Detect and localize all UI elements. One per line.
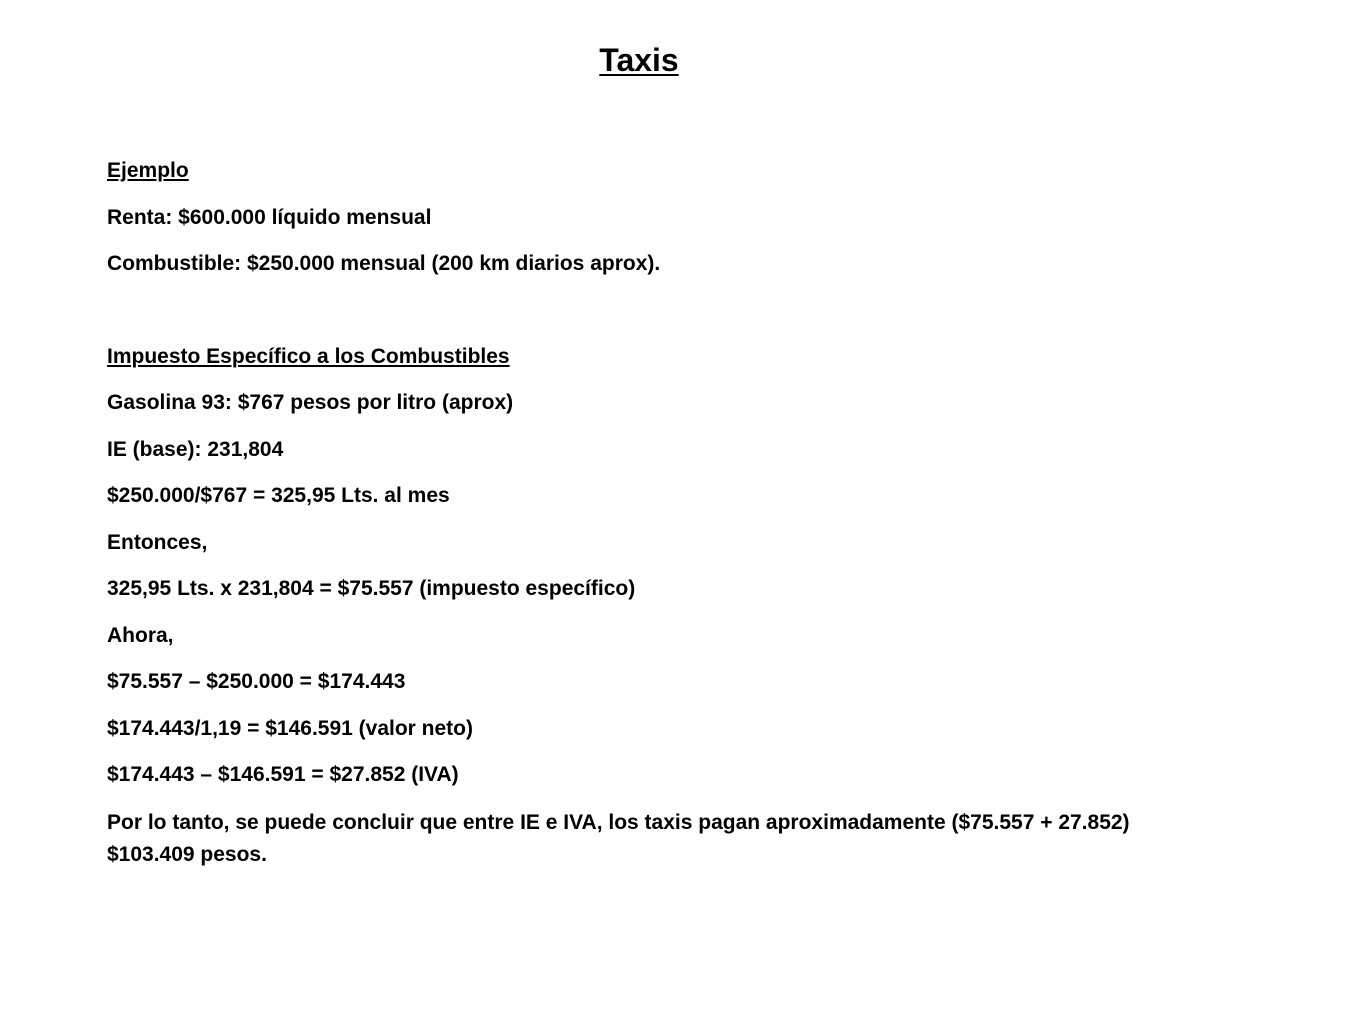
tax-heading-text: Impuesto Específico a los Combustibles — [107, 344, 510, 368]
page-title: Taxis — [599, 42, 679, 78]
document-body — [107, 156, 1187, 887]
example-heading — [107, 156, 1187, 186]
tax-line-net-value: $174.443/1,19 = $146.591 (valor neto) — [107, 716, 473, 740]
tax-line-entonces: Entonces, — [107, 530, 208, 554]
tax-line-iva: $174.443 – $146.591 = $27.852 (IVA) — [107, 763, 459, 786]
tax-line-ie-base: IE (base): 231,804 — [107, 437, 284, 461]
tax-heading — [107, 342, 1187, 372]
tax-line-ahora: Ahora, — [107, 623, 174, 647]
tax-line-difference: $75.557 – $250.000 = $174.443 — [107, 670, 406, 693]
tax-line-liters: $250.000/$767 = 325,95 Lts. al mes — [107, 484, 450, 507]
tax-line-gasoline-price: Gasolina 93: $767 pesos por litro (aprox) — [107, 391, 514, 414]
section-spacer — [107, 296, 1187, 342]
example-line-rent: Renta: $600.000 líquido mensual — [107, 205, 432, 229]
example-line-fuel: Combustible: $250.000 mensual (200 km diarios aprox). — [107, 252, 661, 275]
conclusion-paragraph: Por lo tanto, se puede concluir que entre IE e IVA, los taxis pagan aproximadamente ($75.557 + 27.852) $103.409 pesos. — [107, 810, 1130, 866]
example-heading-text: Ejemplo — [107, 159, 189, 182]
tax-line-specific-tax: 325,95 Lts. x 231,804 = $75.557 (impuesto específico) — [107, 577, 636, 600]
